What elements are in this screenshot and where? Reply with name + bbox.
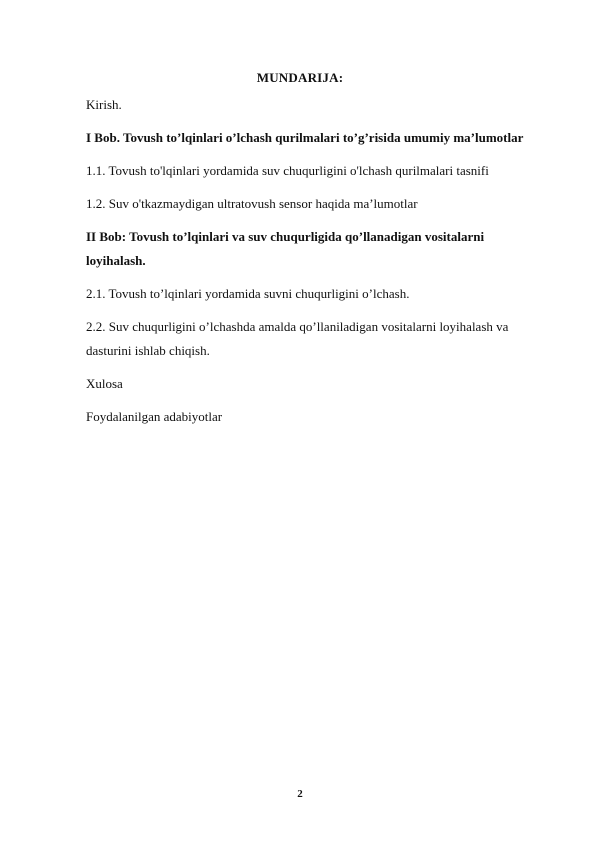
toc-entry-section-1-2: 1.2. Suv o'tkazmaydigan ultratovush sensor haqida ma’lumotlar [86,196,418,211]
toc-title: MUNDARIJA: [256,70,344,85]
toc-entry-chapter-1: I Bob. Tovush to’lqinlari o’lchash qurilmalari to’g’risida umumiy ma’lumotlar [86,130,524,145]
toc-entry-conclusion: Xulosa [86,376,123,391]
table-of-contents [86,93,526,438]
toc-entry-section-2-2: 2.2. Suv chuqurligini o’lchashda amalda qo’llaniladigan vositalarni loyihalash va dasturini ishlab chiqish. [86,319,509,358]
toc-entry-section-1-1: 1.1. Tovush to'lqinlari yordamida suv chuqurligini o'lchash qurilmalari tasnifi [86,163,489,178]
toc-entry-introduction: Kirish. [86,97,122,112]
toc-entry-chapter-2: II Bob: Tovush to’lqinlari va suv chuqurligida qo’llanadigan vositalarni loyihalash. [86,229,485,268]
page-number: 2 [297,788,303,800]
toc-entry-section-2-1: 2.1. Tovush to’lqinlari yordamida suvni chuqurligini o’lchash. [86,286,410,301]
toc-entry-references: Foydalanilgan adabiyotlar [86,409,223,424]
